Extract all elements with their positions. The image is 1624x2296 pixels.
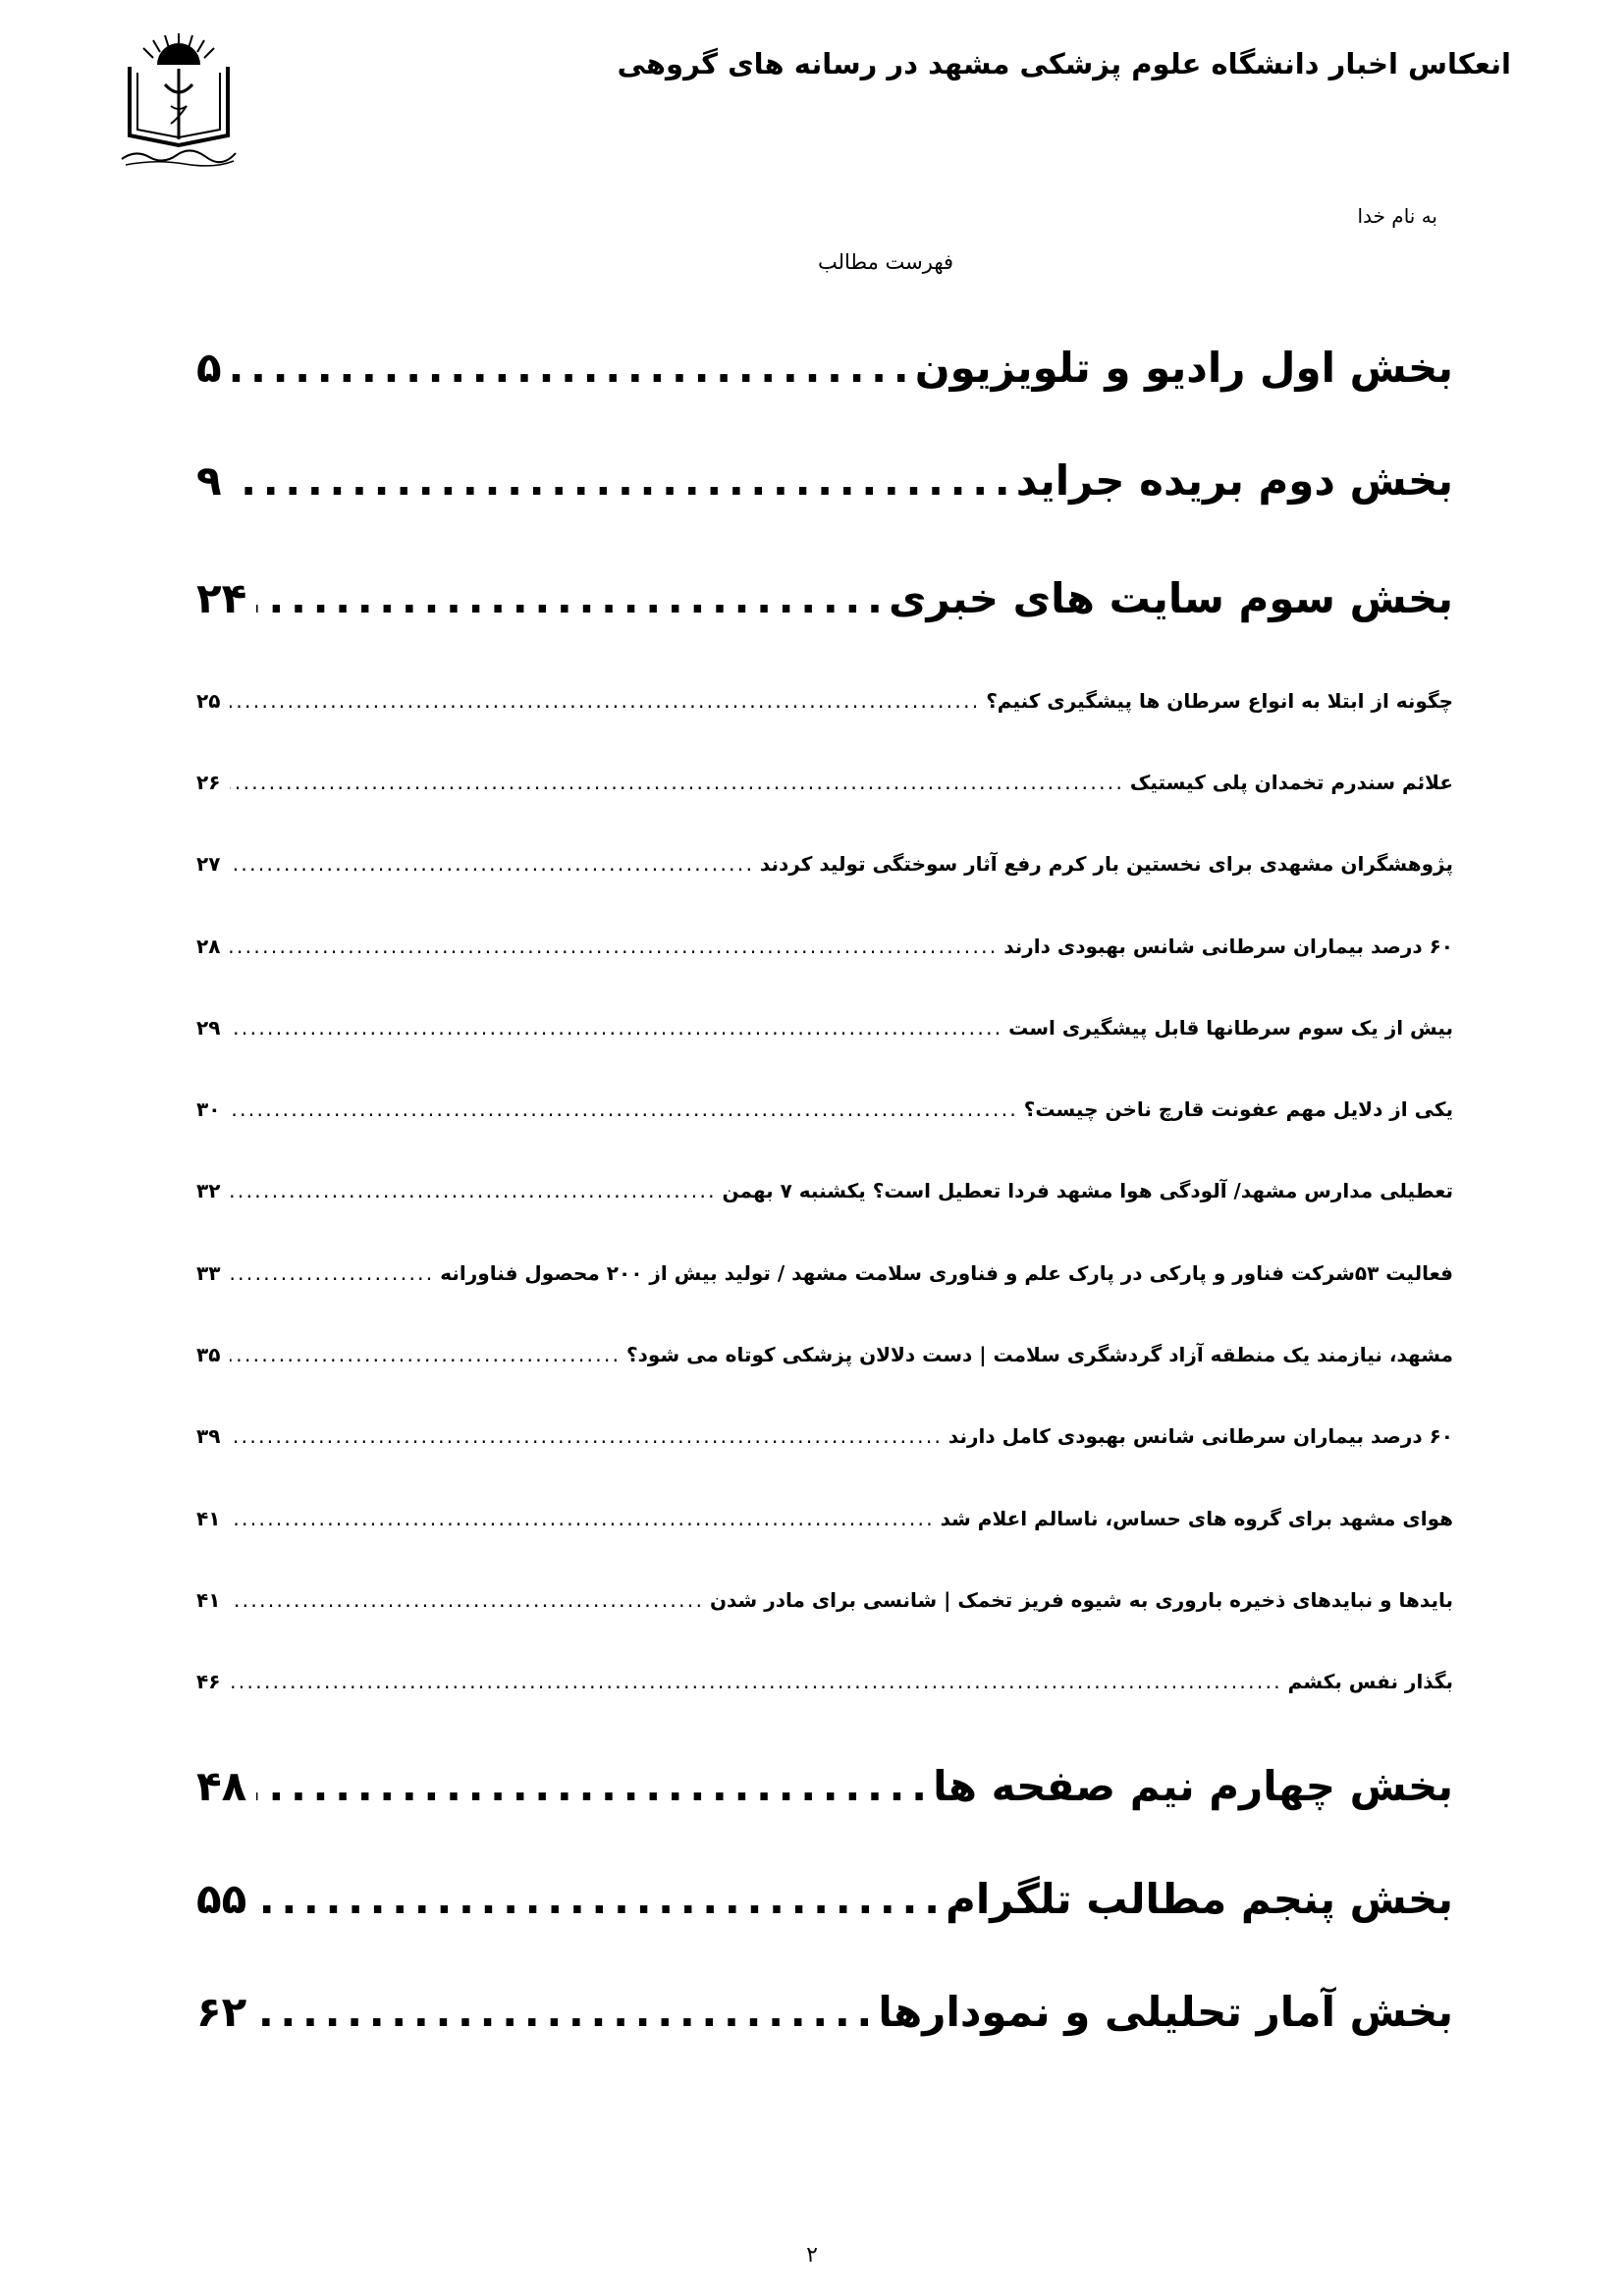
toc-entry-page: ۳۳ — [196, 1261, 221, 1285]
toc-entry-label: بخش پنجم مطالب تلگرام — [946, 1875, 1453, 1923]
toc-entry-label: بخش اول رادیو و تلویزیون — [914, 344, 1453, 392]
toc-entry-page: ۵۵ — [196, 1875, 247, 1923]
dot-leader — [230, 934, 994, 958]
toc-entry[interactable] — [196, 574, 1453, 622]
toc-entry-label: علائم سندرم تخمدان پلی کیستیک — [1129, 771, 1453, 794]
toc-entry-page: ۳۲ — [196, 1179, 221, 1202]
dot-leader — [232, 456, 1006, 505]
toc-title: فهرست مطالب — [817, 250, 954, 274]
toc-entry-label: پژوهشگران مشهدی برای نخستین بار کرم رفع آثار سوختگی تولید کردند — [759, 852, 1453, 876]
toc-entry-page: ۲۴ — [196, 574, 247, 622]
toc-entry-page: ۳۰ — [196, 1097, 221, 1121]
dot-leader — [256, 1875, 936, 1923]
dot-leader — [256, 574, 879, 622]
dot-leader — [230, 1261, 430, 1285]
dot-leader — [230, 689, 976, 713]
toc-entry-page: ۵ — [196, 344, 222, 392]
toc-entry-page: ۴۱ — [196, 1507, 221, 1530]
toc-entry-label: ۶۰ درصد بیماران سرطانی شانس بهبودی دارند — [1003, 934, 1453, 958]
toc-entry[interactable] — [196, 1343, 1453, 1366]
invocation-text: به نام خدا — [1357, 204, 1437, 228]
toc-entry-page: ۲۶ — [196, 771, 221, 794]
toc-entry[interactable] — [196, 1179, 1453, 1202]
toc-entry-page: ۲۸ — [196, 934, 221, 958]
toc-entry[interactable] — [196, 1875, 1453, 1923]
toc-entry[interactable] — [196, 689, 1453, 713]
dot-leader — [230, 1507, 930, 1530]
page-number: ۲ — [806, 2243, 818, 2268]
toc-entry[interactable] — [196, 1016, 1453, 1040]
toc-entry-page: ۴۸ — [196, 1762, 247, 1810]
toc-entry-page: ۳۹ — [196, 1424, 221, 1448]
toc-entry-page: ۴۶ — [196, 1670, 221, 1693]
dot-leader — [230, 1424, 938, 1448]
toc-entry[interactable] — [196, 1097, 1453, 1121]
university-logo — [116, 29, 242, 167]
dot-leader — [230, 1670, 1277, 1693]
toc-entry-page: ۲۷ — [196, 852, 221, 876]
toc-entry-label: بخش سوم سایت های خبری — [888, 574, 1453, 622]
toc-entry-label: بخش دوم بریده جراید — [1015, 456, 1453, 505]
toc-entry[interactable] — [196, 456, 1453, 505]
toc-entry-label: یکی از دلایل مهم عفونت قارچ ناخن چیست؟ — [1023, 1097, 1453, 1121]
toc-entry[interactable] — [196, 1762, 1453, 1810]
toc-entry[interactable] — [196, 934, 1453, 958]
toc-entry-label: بخش آمار تحلیلی و نمودارها — [878, 1988, 1453, 2036]
toc-entry-page: ۲۹ — [196, 1016, 221, 1040]
dot-leader — [256, 1988, 868, 2036]
toc-entry-page: ۶۲ — [196, 1988, 247, 2036]
toc-entry[interactable] — [196, 852, 1453, 876]
toc-entry-page: ۹ — [196, 456, 222, 505]
toc-entry[interactable] — [196, 1670, 1453, 1693]
toc-entry[interactable] — [196, 771, 1453, 794]
toc-entry-label: تعطیلی مدارس مشهد/ آلودگی هوا مشهد فردا تعطیل است؟ یکشنبه ۷ بهمن — [722, 1179, 1453, 1202]
dot-leader — [230, 1016, 999, 1040]
toc-entry[interactable] — [196, 1988, 1453, 2036]
dot-leader — [230, 771, 1119, 794]
dot-leader — [230, 1588, 700, 1612]
toc-entry-label: بایدها و نبایدهای ذخیره باروری به شیوه فریز تخمک | شانسی برای مادر شدن — [709, 1588, 1453, 1612]
dot-leader — [256, 1762, 923, 1810]
toc-entry-page: ۲۵ — [196, 689, 221, 713]
document-header-title: انعکاس اخبار دانشگاه علوم پزشکی مشهد در رسانه های گروهی — [617, 47, 1511, 80]
toc-entry-label: چگونه از ابتلا به انواع سرطان ها پیشگیری کنیم؟ — [986, 689, 1453, 713]
toc-entry-label: بگذار نفس بکشم — [1287, 1670, 1453, 1693]
toc-entry-label: بخش چهارم نیم صفحه ها — [933, 1762, 1453, 1810]
dot-leader — [230, 1097, 1013, 1121]
toc-entry-label: فعالیت ۵۳شرکت فناور و پارکی در پارک علم و فناوری سلامت مشهد / تولید بیش از ۲۰۰ محصول فناورانه — [440, 1261, 1453, 1285]
toc-entry-page: ۳۵ — [196, 1343, 221, 1366]
toc-entry-label: هوای مشهد برای گروه های حساس، ناسالم اعلام شد — [940, 1507, 1453, 1530]
dot-leader — [230, 852, 750, 876]
toc-entry[interactable] — [196, 344, 1453, 392]
dot-leader — [232, 344, 905, 392]
toc-entry-label: ۶۰ درصد بیماران سرطانی شانس بهبودی کامل دارند — [947, 1424, 1453, 1448]
dot-leader — [230, 1343, 617, 1366]
toc-entry[interactable] — [196, 1588, 1453, 1612]
toc-entry[interactable] — [196, 1261, 1453, 1285]
toc-entry[interactable] — [196, 1424, 1453, 1448]
toc-entry-label: بیش از یک سوم سرطانها قابل پیشگیری است — [1008, 1016, 1453, 1040]
toc-entry[interactable] — [196, 1507, 1453, 1530]
toc-entry-label: مشهد، نیازمند یک منطقه آزاد گردشگری سلامت | دست دلالان پزشکی کوتاه می شود؟ — [626, 1343, 1453, 1366]
dot-leader — [230, 1179, 712, 1202]
toc-entry-page: ۴۱ — [196, 1588, 221, 1612]
